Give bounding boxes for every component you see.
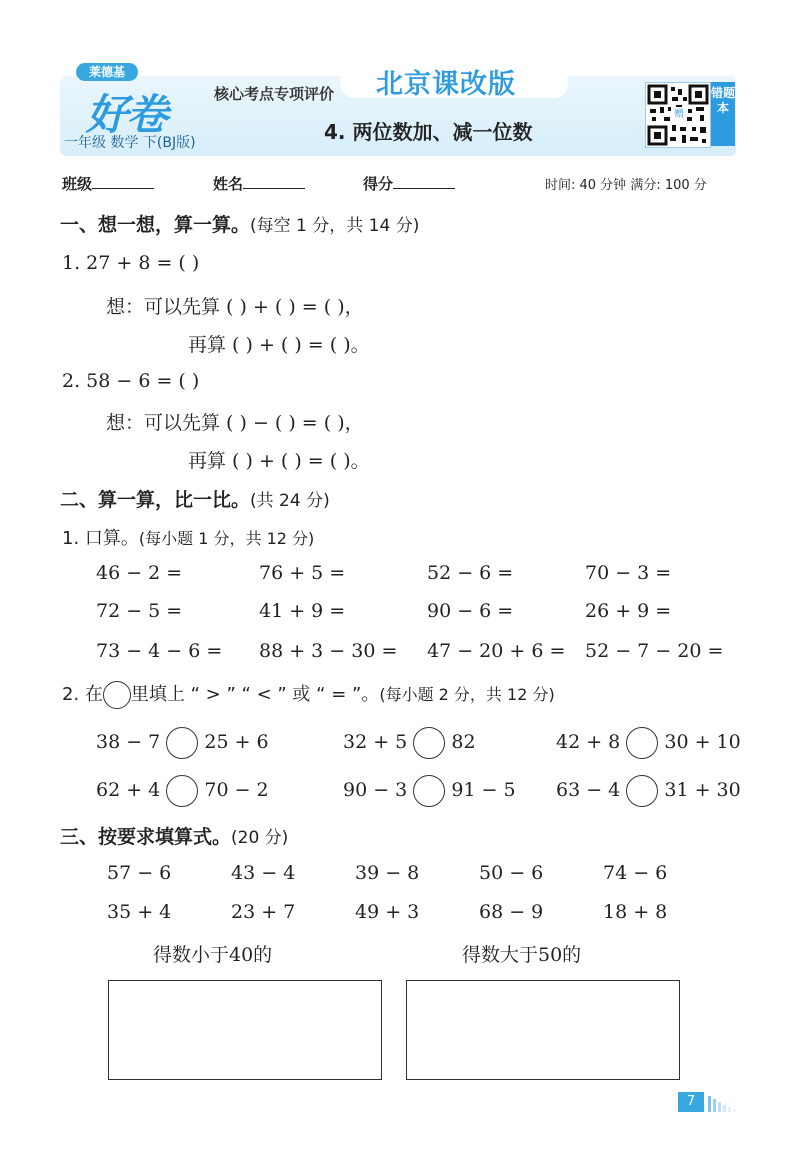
compare-left: 62 + 4 [96, 779, 161, 801]
eval-label: 核心考点专项评价 [214, 85, 335, 103]
expr-item: 68 − 9 [479, 901, 544, 923]
expr-item: 74 − 6 [603, 862, 668, 884]
oral-item: 90 − 6 = [427, 600, 514, 622]
box-right-label: 得数大于50的 [462, 944, 582, 966]
name-blank[interactable] [243, 174, 305, 189]
expr-item: 39 − 8 [355, 862, 420, 884]
compare-item [556, 775, 741, 807]
page-bars-icon [708, 1094, 738, 1112]
compare-item [343, 727, 476, 759]
box-left-label: 得数小于40的 [153, 944, 273, 966]
compare-answer-circle[interactable] [413, 727, 445, 759]
compare-answer-circle[interactable] [413, 775, 445, 807]
grade-label: 一年级 数学 下(BJ版) [64, 135, 196, 151]
compare-right: 82 [451, 731, 476, 753]
answer-box-greater-than-50[interactable] [406, 980, 680, 1080]
s1-q2-then: 再算 ( ) + ( ) = ( )。 [188, 450, 370, 472]
edition-label: 北京课改版 [376, 69, 516, 100]
compare-item [556, 727, 741, 759]
compare-right: 91 − 5 [451, 779, 516, 801]
time-info: 时间: 40 分钟 满分: 100 分 [545, 178, 707, 193]
logo-mark: 好卷 [86, 90, 167, 139]
section3-heading [60, 822, 288, 849]
oral-item: 41 + 9 = [259, 600, 346, 622]
score-field [363, 173, 455, 194]
unit-title: 4. 两位数加、减一位数 [324, 120, 533, 144]
compare-left: 38 − 7 [96, 731, 161, 753]
expr-item: 23 + 7 [231, 901, 296, 923]
compare-answer-circle[interactable] [166, 775, 198, 807]
oral-item: 73 − 4 − 6 = [96, 640, 223, 662]
s2-p2-title-a: 2. 在 [62, 684, 103, 705]
oral-item: 26 + 9 = [585, 600, 672, 622]
oral-item: 88 + 3 − 30 = [259, 640, 398, 662]
section2-heading [60, 485, 330, 512]
section3-title: 三、按要求填算式。 [60, 826, 232, 848]
class-label: 班级 [62, 175, 93, 193]
oral-item: 70 − 3 = [585, 562, 672, 584]
oral-item: 52 − 7 − 20 = [585, 640, 724, 662]
compare-item [96, 727, 269, 759]
compare-left: 63 − 4 [556, 779, 621, 801]
section3-note: (20 分) [231, 828, 289, 848]
s2-p1-note: (每小题 1 分，共 12 分) [138, 529, 315, 548]
section1-heading [60, 210, 419, 237]
oral-item: 46 − 2 = [96, 562, 183, 584]
s1-q2-stem: 2. 58 − 6 = ( ) [62, 370, 200, 392]
s2-p1-heading [62, 524, 314, 550]
score-label: 得分 [363, 175, 394, 193]
compare-answer-circle[interactable] [626, 775, 658, 807]
s2-p2-heading [62, 680, 555, 709]
expr-item: 43 − 4 [231, 862, 296, 884]
section1-title: 一、想一想，算一算。 [60, 214, 251, 236]
class-field [62, 173, 154, 194]
compare-answer-circle[interactable] [626, 727, 658, 759]
expr-item: 57 − 6 [107, 862, 172, 884]
section1-note: (每空 1 分，共 14 分) [250, 216, 420, 236]
expr-item: 18 + 8 [603, 901, 668, 923]
s1-q2-think: 想：可以先算 ( ) − ( ) = ( )， [106, 412, 364, 434]
compare-right: 25 + 6 [204, 731, 269, 753]
wrong-question-tag: 错题本 [711, 82, 735, 146]
compare-item [343, 775, 516, 807]
compare-left: 42 + 8 [556, 731, 621, 753]
expr-item: 35 + 4 [107, 901, 172, 923]
s1-q1-then: 再算 ( ) + ( ) = ( )。 [188, 334, 370, 356]
s1-q1-think: 想：可以先算 ( ) + ( ) = ( )， [106, 296, 364, 318]
oral-item: 72 − 5 = [96, 600, 183, 622]
oral-item: 52 − 6 = [427, 562, 514, 584]
page-number: 7 [678, 1092, 704, 1112]
s2-p2-title-b: 里填上 “ > ” “ < ” 或 “ = ”。 [130, 684, 380, 705]
qr-gift-label: 赠 [671, 107, 687, 123]
logo-badge: 莱德基 [76, 63, 138, 81]
compare-right: 70 − 2 [204, 779, 269, 801]
s2-p1-title: 1. 口算。 [62, 528, 139, 549]
answer-box-less-than-40[interactable] [108, 980, 382, 1080]
compare-left: 90 − 3 [343, 779, 408, 801]
section2-title: 二、算一算，比一比。 [60, 489, 251, 511]
compare-item [96, 775, 269, 807]
oral-item: 47 − 20 + 6 = [427, 640, 566, 662]
oral-item: 76 + 5 = [259, 562, 346, 584]
section2-note: (共 24 分) [250, 491, 330, 511]
expr-item: 49 + 3 [355, 901, 420, 923]
s1-q1-stem: 1. 27 + 8 = ( ) [62, 252, 200, 274]
name-field [213, 173, 305, 194]
qr-code-icon[interactable] [645, 82, 711, 148]
expr-item: 50 − 6 [479, 862, 544, 884]
compare-right: 30 + 10 [664, 731, 741, 753]
score-blank[interactable] [393, 174, 455, 189]
class-blank[interactable] [92, 174, 154, 189]
compare-left: 32 + 5 [343, 731, 408, 753]
s2-p2-note: (每小题 2 分，共 12 分) [379, 685, 555, 704]
compare-circle-icon [103, 681, 131, 709]
compare-answer-circle[interactable] [166, 727, 198, 759]
compare-right: 31 + 30 [664, 779, 741, 801]
name-label: 姓名 [213, 175, 244, 193]
